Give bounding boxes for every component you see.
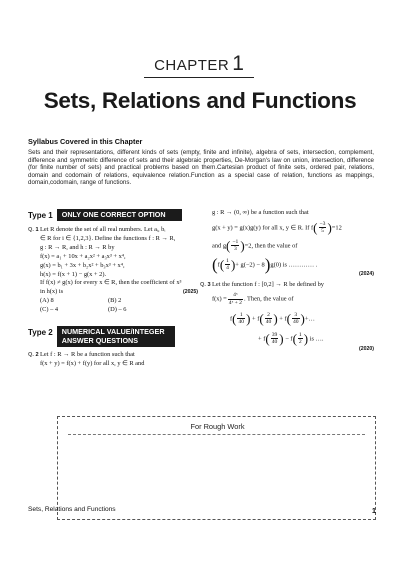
type1-header bbox=[28, 209, 182, 221]
q3-sum-line2: + f( $\frac{39}{40}$ ) − f( $\frac{1}{2}$ ) is …. bbox=[258, 330, 324, 346]
question-2-continued bbox=[200, 209, 376, 354]
question-1 bbox=[28, 226, 200, 315]
q2c-line4: (f( $\frac{1}{4}$ )+ g(−2) − 8)g(0) is ………… . bbox=[212, 254, 318, 274]
question-3 bbox=[200, 281, 376, 353]
question-2 bbox=[28, 351, 200, 369]
type1-label: Type 1 bbox=[28, 211, 53, 220]
chapter-number: 1 bbox=[232, 52, 244, 75]
type2-tag: NUMERICAL VALUE/INTEGER ANSWER QUESTIONS bbox=[57, 326, 175, 347]
q3-frac-fx: $\frac{\text{4ˣ}}{\text{4ˣ + 2}}$ bbox=[228, 292, 242, 306]
q2c-frac2: $\frac{-1}{3}$ bbox=[232, 238, 239, 253]
q2-line: Let f : R → R be a function such that bbox=[40, 351, 135, 358]
chapter-heading bbox=[144, 52, 254, 78]
q1-line: ∈ R for i ∈ {1,2,3}. Define the functions f : R → R, bbox=[40, 234, 176, 242]
q1-option-d: (D) – 6 bbox=[108, 306, 127, 314]
question-3-number: Q. 3 bbox=[200, 282, 211, 289]
page-title: Sets, Relations and Functions bbox=[43, 88, 357, 113]
question-1-number: Q. 1 bbox=[28, 227, 39, 233]
q1-option-b: (B) 2 bbox=[108, 297, 122, 305]
q1-option-c: (C) – 4 bbox=[40, 306, 59, 314]
q1-line: Let R denote the set of all real numbers. Let aᵢ, bᵢ bbox=[40, 226, 166, 233]
type2-header bbox=[28, 326, 175, 347]
q2c-frac1: $\frac{-3}{5}$ bbox=[319, 220, 326, 235]
type1-tag: ONLY ONE CORRECT OPTION bbox=[57, 209, 182, 221]
q3-year: (2020) bbox=[359, 345, 374, 352]
q1-options bbox=[40, 297, 200, 315]
q3-fx: f(x) = $\frac{\text{4ˣ}}{\text{4ˣ + 2}}$ . Then, the value of bbox=[212, 292, 294, 306]
q1-year: (2025) bbox=[183, 289, 198, 296]
question-2-number: Q. 2 bbox=[28, 352, 39, 358]
q1-option-a: (A) 8 bbox=[40, 297, 54, 305]
q2c-line3: and g( $\frac{-1}{3}$ )=2, then the value of bbox=[212, 237, 298, 253]
q2c-frac3: $\frac{1}{4}$ bbox=[226, 257, 229, 271]
rough-work-box bbox=[57, 416, 376, 520]
q3-line1: Let the function f : [0,2] → R be defined by bbox=[212, 281, 324, 289]
rough-work-divider bbox=[68, 434, 365, 435]
q1-line: in h(x) is (2025) bbox=[40, 288, 198, 296]
q1-line: If f(x) ≠ g(x) for every x ∈ R, then the coefficient of x³ bbox=[40, 279, 182, 287]
q2-line: f(x + y) = f(x) + f(y) for all x, y ∈ R and bbox=[40, 359, 145, 367]
page-footer bbox=[28, 506, 376, 515]
q1-line: f(x) = a₁ + 10x + a₂x² + a₃x³ + x⁴, bbox=[40, 252, 126, 260]
syllabus-heading: Syllabus Covered in this Chapter bbox=[28, 137, 143, 146]
q3-sum-line1: f( $\frac{1}{40}$ ) + f( $\frac{2}{40}$ ) + f( $\frac{3}{40}$ )+… bbox=[230, 310, 315, 326]
q1-line: g(x) = b₁ + 3x + b₂x² + b₃x³ + x⁴, bbox=[40, 261, 125, 269]
footer-chapter-title: Sets, Relations and Functions bbox=[28, 506, 116, 513]
q2c-line2: g(x + y) = g(x)g(y) for all x, y ∈ R. If f( $\frac{-3}{5}$ )=12 bbox=[212, 219, 342, 235]
syllabus-text: Sets and their representations, different kinds of sets (empty, finite and infinite), algebra of sets, intersection, complement, difference and symmetric difference of sets and their algebraic properties, De-Morgan's law on union, intersection, difference (for finite number of sets) and practical problems based on them.Cartesian product of finite sets, ordered pair, relations, domain and codomain of relations, equivalence relation.Function as a special case of relation, functions as mappings, domain,codomain, range of functions. bbox=[28, 149, 374, 187]
type2-label: Type 2 bbox=[28, 328, 53, 337]
rough-work-title: For Rough Work bbox=[190, 422, 245, 431]
q1-line: g : R → R, and h : R → R by bbox=[40, 243, 115, 251]
page-number: 1 bbox=[371, 506, 376, 515]
q1-line: h(x) = f(x + 1) − g(x + 2). bbox=[40, 270, 107, 278]
q2c-line1: g : R → (0, ∞) be a function such that bbox=[212, 209, 309, 216]
q2-year: (2024) bbox=[359, 271, 374, 278]
chapter-label: CHAPTER bbox=[154, 57, 230, 74]
